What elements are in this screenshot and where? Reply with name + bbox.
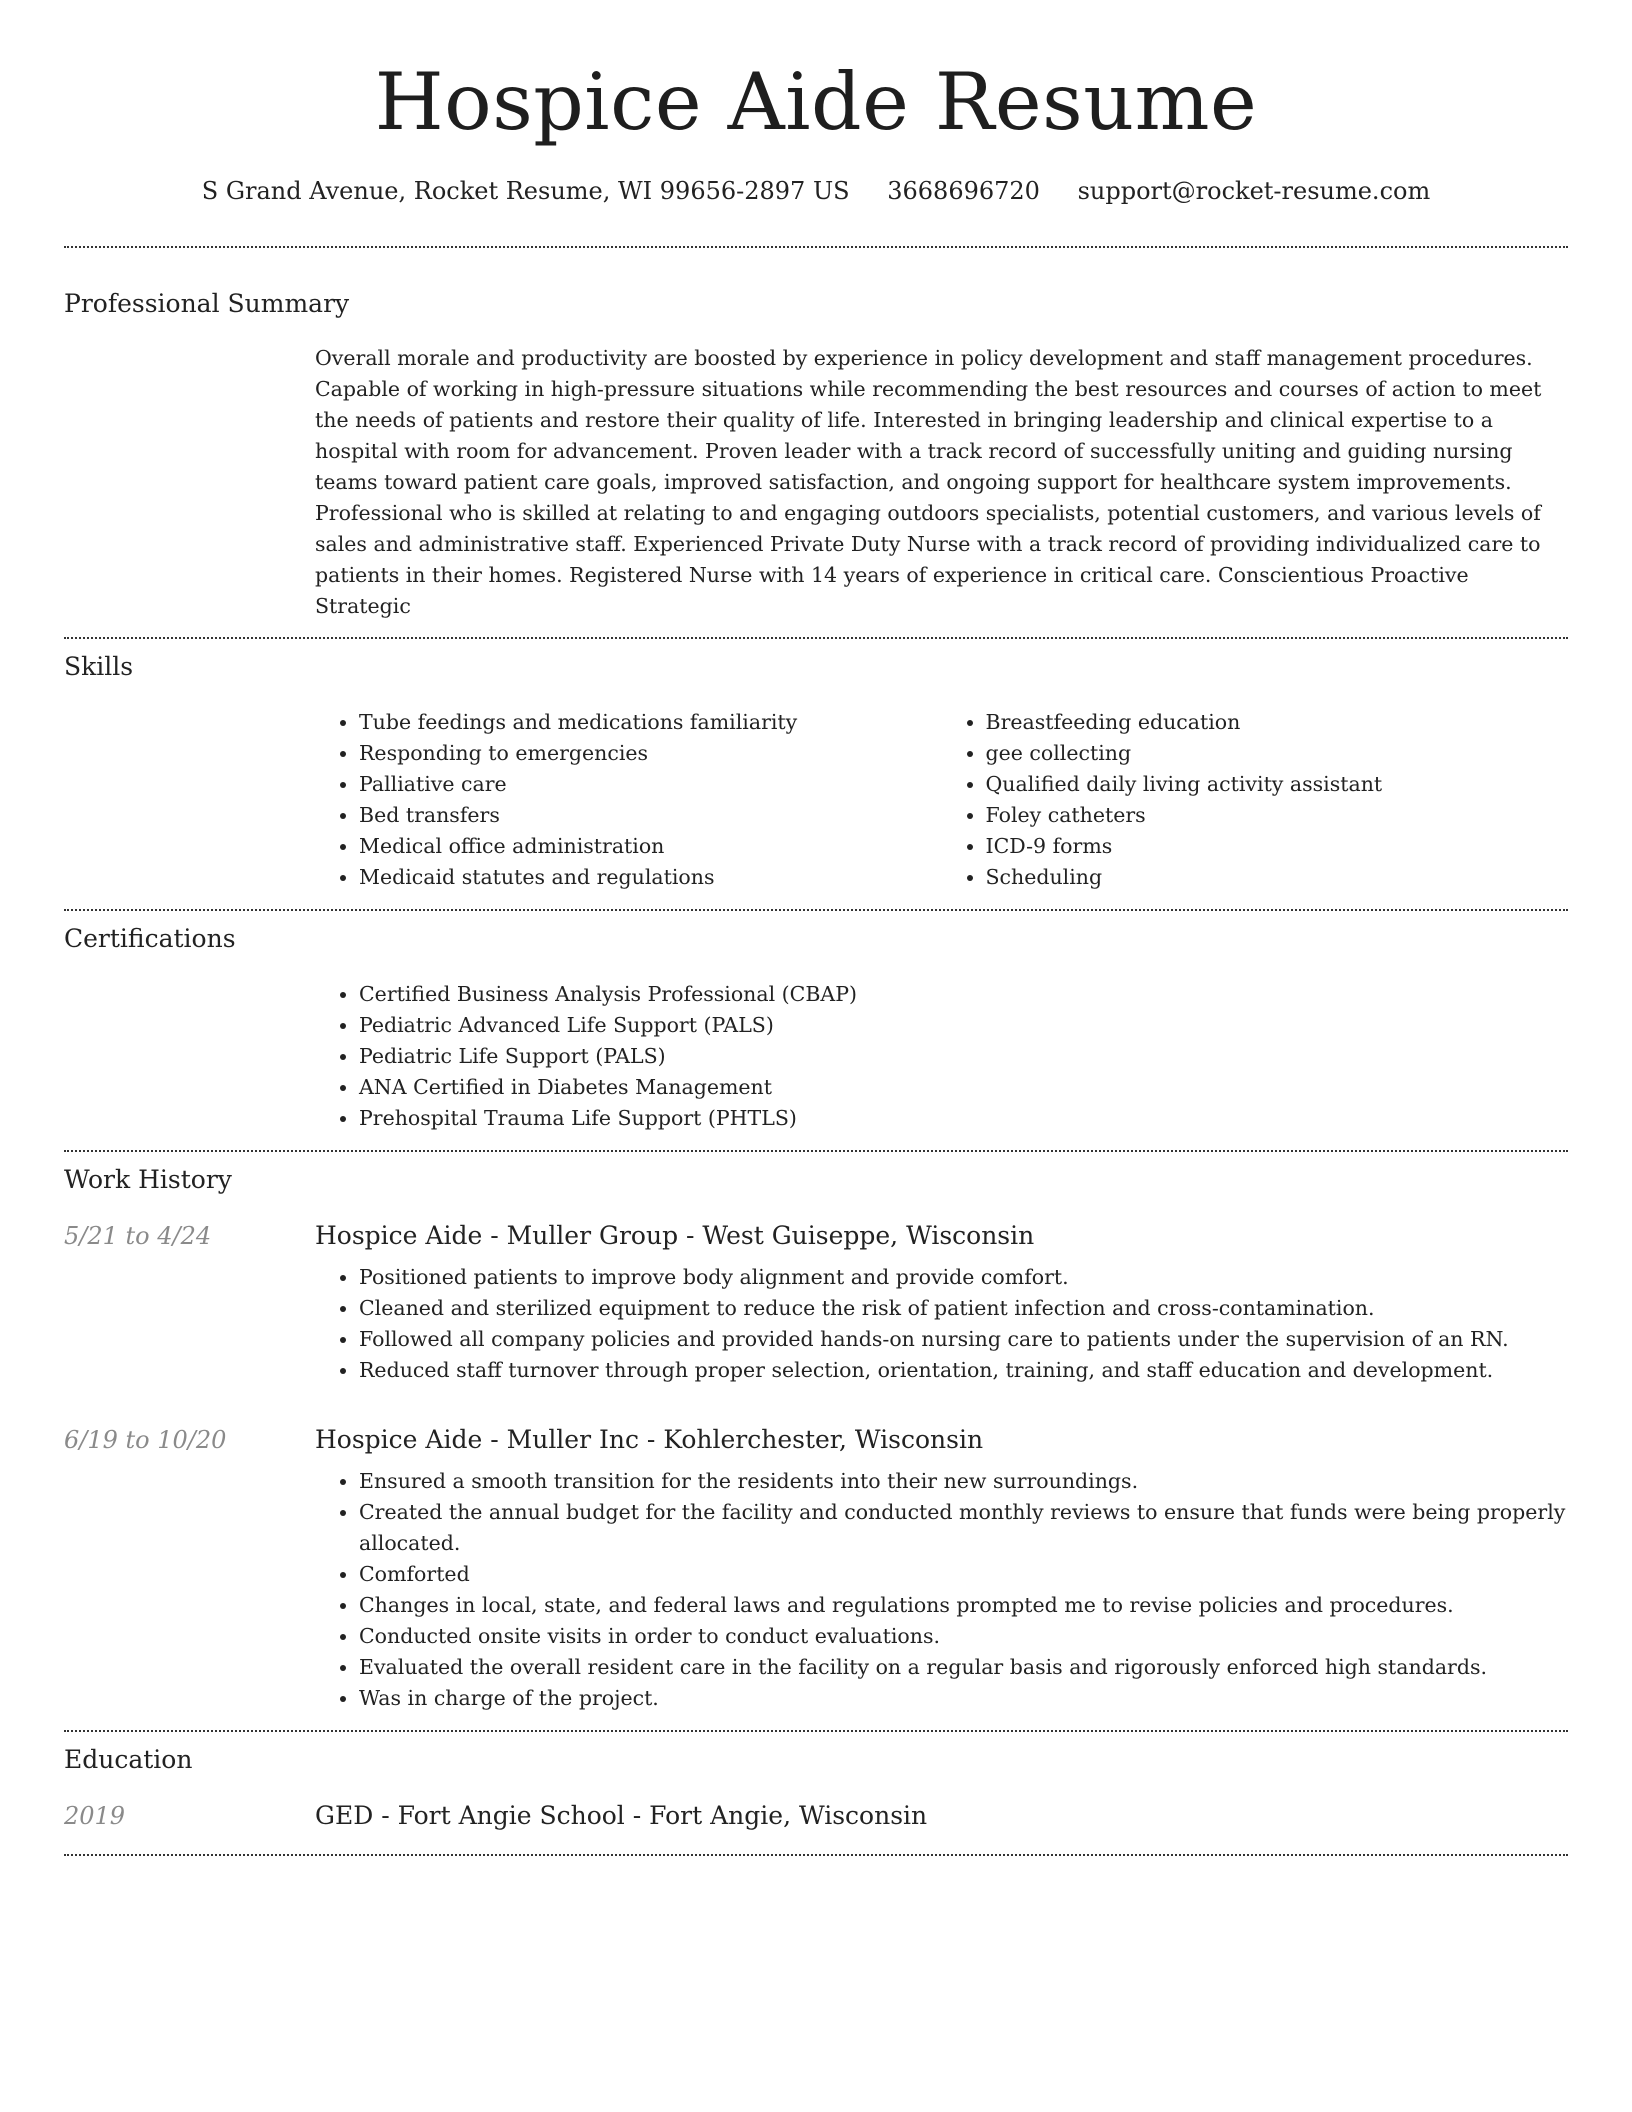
address-text: S Grand Avenue, Rocket Resume, WI 99656-2897 US	[201, 177, 850, 205]
skill-item: • ICD-9 forms	[986, 831, 1569, 862]
certification-item: • Pediatric Advanced Life Support (PALS)	[359, 1010, 1568, 1041]
job-dates: 6/19 to 10/20	[64, 1426, 227, 1454]
skills-section	[64, 639, 1568, 909]
certifications-content	[315, 979, 1568, 1150]
skills-heading: Skills	[64, 652, 134, 681]
skill-item: • Medical office administration	[359, 831, 942, 862]
job-bullet: • Comforted	[359, 1559, 1568, 1590]
summary-section	[64, 248, 1568, 637]
skill-item: • Breastfeeding education	[986, 707, 1569, 738]
job-bullet: • Conducted onsite visits in order to conduct evaluations.	[359, 1621, 1568, 1652]
job-header	[64, 1424, 1568, 1456]
skill-item: • Tube feedings and medications familiarity	[359, 707, 942, 738]
skill-item: • Bed transfers	[359, 800, 942, 831]
skill-item: • gee collecting	[986, 738, 1569, 769]
section-divider	[64, 1854, 1568, 1856]
phone-text: 3668696720	[887, 177, 1040, 205]
skills-grid	[315, 707, 1568, 893]
skills-list-right	[942, 707, 1569, 893]
summary-content	[315, 343, 1568, 637]
education-heading: Education	[64, 1745, 193, 1774]
work-history-heading: Work History	[64, 1165, 232, 1194]
education-year: 2019	[64, 1802, 126, 1830]
job-bullet: • Evaluated the overall resident care in the facility on a regular basis and rigorously enforced high standards.	[359, 1652, 1568, 1683]
job-bullet: • Ensured a smooth transition for the residents into their new surroundings.	[359, 1466, 1568, 1497]
certifications-section	[64, 911, 1568, 1150]
job-bullet: • Was in charge of the project.	[359, 1683, 1568, 1714]
skills-list-left	[315, 707, 942, 893]
job-entry	[64, 1424, 1568, 1730]
certifications-heading: Certifications	[64, 924, 236, 953]
job-bullet: • Changes in local, state, and federal laws and regulations prompted me to revise policies and procedures.	[359, 1590, 1568, 1621]
certification-item: • Prehospital Trauma Life Support (PHTLS)	[359, 1103, 1568, 1134]
skill-item: • Medicaid statutes and regulations	[359, 862, 942, 893]
job-title: Hospice Aide - Muller Inc - Kohlerchester, Wisconsin	[315, 1425, 984, 1454]
job-bullet: • Followed all company policies and provided hands-on nursing care to patients under the supervision of an RN.	[359, 1324, 1568, 1355]
job-dates: 5/21 to 4/24	[64, 1222, 212, 1250]
work-history-section	[64, 1152, 1568, 1730]
job-bullet: • Cleaned and sterilized equipment to reduce the risk of patient infection and cross-contamination.	[359, 1293, 1568, 1324]
job-bullet: • Positioned patients to improve body alignment and provide comfort.	[359, 1262, 1568, 1293]
skill-item: • Foley catheters	[986, 800, 1569, 831]
job-header	[64, 1220, 1568, 1252]
job-details	[315, 1466, 1568, 1730]
summary-text: Overall morale and productivity are boosted by experience in policy development and staff management procedures. Capable of working in high-pressure situations while recommending the best resources and courses of action to meet the needs of patients and restore their quality of life. Interested in bringing leadership and clinical expertise to a hospital with room for advancement. Proven leader with a track record of successfully uniting and guiding nursing teams toward patient care goals, improved satisfaction, and ongoing support for healthcare system improvements. Professional who is skilled at relating to and engaging outdoors specialists, potential customers, and various levels of sales and administrative staff. Experienced Private Duty Nurse with a track record of providing individualized care to patients in their homes. Registered Nurse with 14 years of experience in critical care. Conscientious Proactive Strategic	[315, 346, 1542, 618]
job-bullet: • Created the annual budget for the facility and conducted monthly reviews to ensure that funds were being properly allocated.	[359, 1497, 1568, 1559]
certification-item: • ANA Certified in Diabetes Management	[359, 1072, 1568, 1103]
education-section	[64, 1732, 1568, 1854]
skill-item: • Palliative care	[359, 769, 942, 800]
email-link[interactable]: support@rocket-resume.com	[1077, 177, 1431, 205]
skill-item: • Qualified daily living activity assistant	[986, 769, 1569, 800]
skills-content	[315, 707, 1568, 909]
skill-item: • Responding to emergencies	[359, 738, 942, 769]
certifications-list	[315, 979, 1568, 1134]
job-details	[315, 1262, 1568, 1386]
contact-line	[64, 174, 1568, 208]
job-bullet: • Reduced staff turnover through proper selection, orientation, training, and staff education and development.	[359, 1355, 1568, 1386]
summary-heading: Professional Summary	[64, 289, 350, 318]
resume-title: Hospice Aide Resume	[374, 56, 1258, 148]
skill-item: • Scheduling	[986, 862, 1569, 893]
certification-item: • Certified Business Analysis Professional (CBAP)	[359, 979, 1568, 1010]
education-entry	[64, 1800, 1568, 1854]
job-bullets	[315, 1262, 1568, 1386]
job-bullets	[315, 1466, 1568, 1714]
job-entry	[64, 1220, 1568, 1386]
job-title: Hospice Aide - Muller Group - West Guiseppe, Wisconsin	[315, 1221, 1035, 1250]
education-title: GED - Fort Angie School - Fort Angie, Wisconsin	[315, 1801, 928, 1830]
certification-item: • Pediatric Life Support (PALS)	[359, 1041, 1568, 1072]
